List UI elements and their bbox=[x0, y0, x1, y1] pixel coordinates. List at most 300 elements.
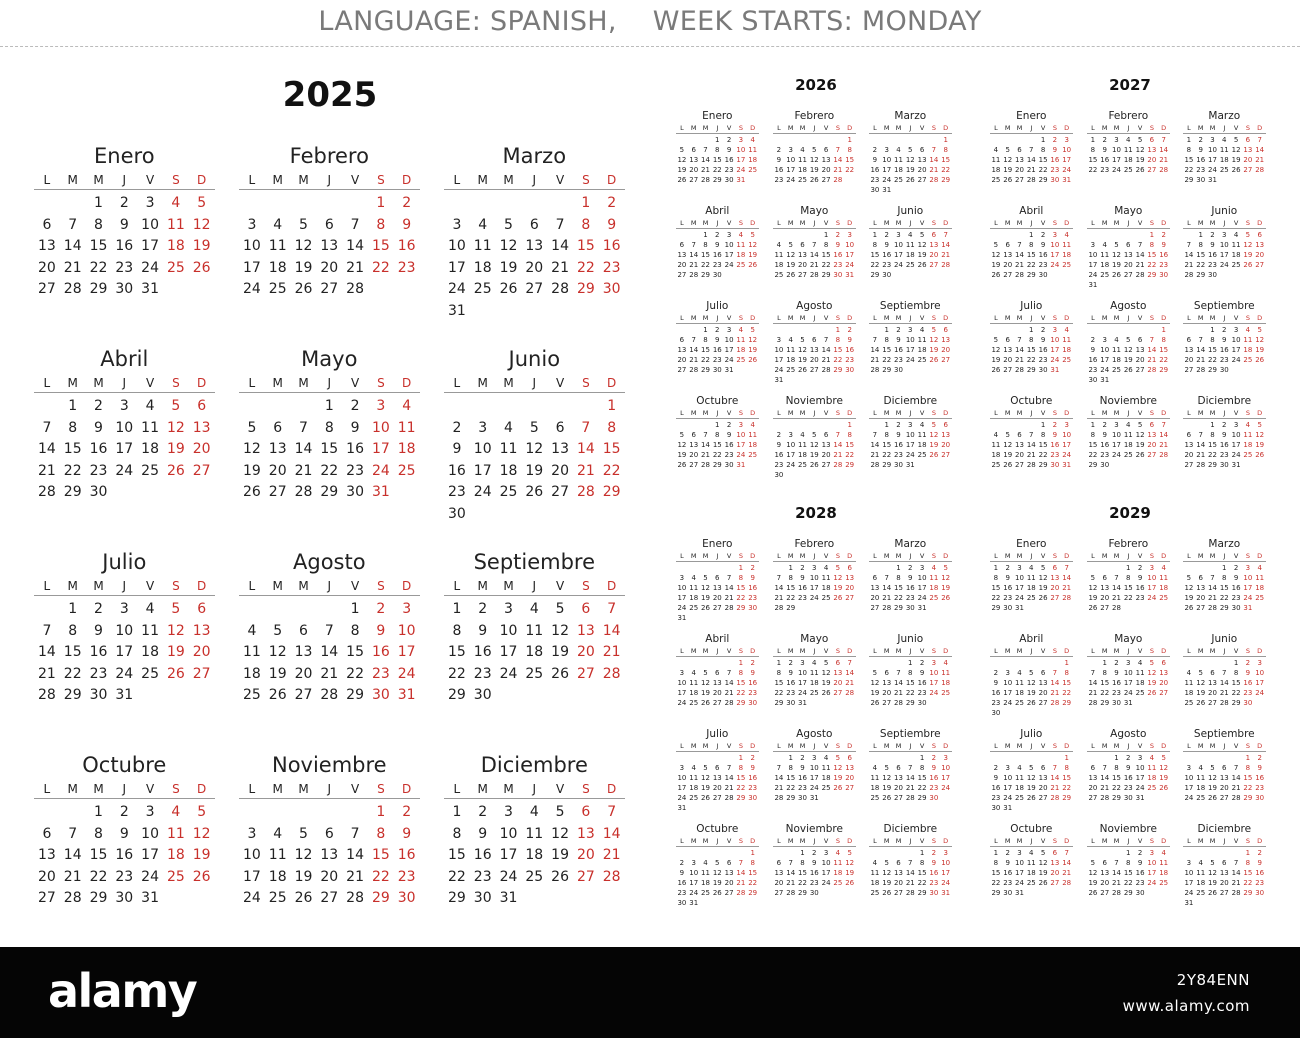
weekday-label: S bbox=[1149, 742, 1154, 750]
weekday-header bbox=[676, 314, 759, 324]
day-cell: 5 bbox=[788, 241, 793, 249]
day-cell: 17 bbox=[1062, 156, 1072, 164]
weekday-label: S bbox=[1052, 409, 1057, 417]
weekday-label: M bbox=[883, 837, 890, 845]
day-cell: 9 bbox=[715, 241, 720, 249]
day-cell: 5 bbox=[847, 849, 852, 857]
empty-cell bbox=[1218, 898, 1230, 908]
empty-cell bbox=[496, 685, 522, 707]
empty-cell bbox=[773, 848, 785, 858]
day-cell: 11 bbox=[701, 869, 710, 877]
day-cell: 20 bbox=[1147, 441, 1157, 449]
weekday-label: V bbox=[726, 314, 732, 322]
weekday-label: S bbox=[1052, 552, 1057, 560]
day-cell: 20 bbox=[1135, 356, 1145, 364]
week-row bbox=[990, 848, 1073, 858]
day-cell: 10 bbox=[845, 241, 855, 249]
empty-cell bbox=[723, 803, 735, 813]
week-row bbox=[1183, 603, 1266, 613]
week-row bbox=[773, 878, 856, 888]
weekday-label: S bbox=[172, 173, 180, 187]
day-cell: 9 bbox=[776, 441, 782, 449]
day-cell: 15 bbox=[1208, 346, 1217, 354]
day-cell: 26 bbox=[1159, 784, 1169, 792]
month-name: Marzo bbox=[1208, 538, 1241, 550]
day-cell: 4 bbox=[931, 564, 937, 572]
day-cell: 26 bbox=[1255, 451, 1265, 459]
day-cell: 21 bbox=[929, 166, 939, 174]
weekday-label: D bbox=[1257, 552, 1263, 560]
day-cell: 1 bbox=[1126, 849, 1131, 857]
day-cell: 2 bbox=[812, 849, 817, 857]
weekday-label: S bbox=[1149, 552, 1154, 560]
day-cell: 15 bbox=[894, 584, 903, 592]
week-row bbox=[1183, 783, 1266, 793]
day-cell: 9 bbox=[726, 146, 732, 154]
day-cell: 30 bbox=[748, 699, 758, 707]
day-cell: 15 bbox=[821, 251, 831, 259]
week-row bbox=[676, 165, 759, 175]
week-row bbox=[1183, 583, 1266, 593]
empty-cell bbox=[904, 753, 916, 763]
day-cell: 14 bbox=[1135, 251, 1145, 259]
week-row bbox=[676, 698, 759, 708]
weekday-label: S bbox=[931, 837, 936, 845]
day-cell: 25 bbox=[1112, 366, 1121, 374]
day-cell: 3 bbox=[679, 764, 685, 772]
day-cell: 26 bbox=[1123, 366, 1133, 374]
empty-cell bbox=[1087, 658, 1099, 668]
day-cell: 30 bbox=[809, 889, 819, 897]
day-cell: 15 bbox=[941, 156, 951, 164]
day-cell: 4 bbox=[1222, 136, 1227, 144]
weekday-label: L bbox=[777, 552, 781, 560]
day-cell: 8 bbox=[1186, 146, 1192, 154]
day-cell: 15 bbox=[447, 847, 466, 863]
week-row bbox=[676, 430, 759, 440]
day-cell: 6 bbox=[872, 574, 878, 582]
month-2025-11 bbox=[239, 750, 420, 910]
day-cell: 17 bbox=[809, 584, 819, 592]
day-cell: 21 bbox=[724, 594, 734, 602]
day-cell: 7 bbox=[931, 146, 937, 154]
month-2028-11 bbox=[773, 822, 856, 898]
day-cell: 24 bbox=[1208, 166, 1217, 174]
day-cell: 17 bbox=[1135, 774, 1145, 782]
week-row bbox=[676, 135, 759, 145]
day-cell: 30 bbox=[786, 699, 796, 707]
weekday-header bbox=[676, 742, 759, 752]
day-cell: 26 bbox=[786, 271, 796, 279]
weekday-label: L bbox=[873, 219, 877, 227]
month-name: Marzo bbox=[894, 538, 927, 550]
day-cell: 5 bbox=[679, 431, 685, 439]
week-row bbox=[1087, 753, 1170, 763]
day-cell: 16 bbox=[1196, 156, 1206, 164]
day-cell: 19 bbox=[1088, 594, 1098, 602]
day-cell: 30 bbox=[845, 366, 855, 374]
day-cell: 26 bbox=[701, 794, 710, 802]
site-url[interactable]: www.alamy.com bbox=[1122, 997, 1250, 1015]
empty-cell bbox=[820, 325, 832, 335]
day-cell: 16 bbox=[845, 346, 855, 354]
empty-cell bbox=[735, 803, 747, 813]
day-cell: 27 bbox=[1196, 604, 1206, 612]
empty-cell bbox=[1002, 753, 1014, 763]
weekday-label: D bbox=[943, 552, 949, 560]
day-cell: 26 bbox=[677, 461, 687, 469]
brand-logo[interactable]: alamy bbox=[48, 964, 197, 1018]
day-cell: 11 bbox=[1062, 336, 1072, 344]
day-cell: 24 bbox=[1135, 784, 1145, 792]
day-cell: 5 bbox=[919, 231, 925, 239]
day-cell: 17 bbox=[141, 238, 159, 254]
day-cell: 20 bbox=[1243, 156, 1253, 164]
month-2029-10 bbox=[990, 822, 1073, 898]
day-cell: 11 bbox=[1100, 251, 1110, 259]
day-cell: 15 bbox=[63, 441, 82, 457]
weekday-label: J bbox=[1030, 552, 1033, 560]
day-cell: 13 bbox=[917, 156, 927, 164]
day-cell: 22 bbox=[882, 451, 892, 459]
weekday-label: D bbox=[1064, 742, 1070, 750]
day-cell: 26 bbox=[833, 594, 843, 602]
day-cell: 19 bbox=[1255, 441, 1265, 449]
day-cell: 11 bbox=[1015, 774, 1024, 782]
day-cell: 13 bbox=[320, 847, 339, 863]
day-cell: 15 bbox=[1026, 346, 1036, 354]
day-cell: 1 bbox=[993, 564, 999, 572]
day-cell: 17 bbox=[1231, 346, 1241, 354]
day-cell: 20 bbox=[1184, 451, 1194, 459]
empty-cell bbox=[1242, 460, 1254, 470]
weekday-label: J bbox=[813, 314, 816, 322]
month-name: Septiembre bbox=[879, 300, 941, 312]
empty-cell bbox=[496, 193, 522, 215]
day-cell: 27 bbox=[894, 889, 903, 897]
day-cell: 19 bbox=[1026, 784, 1036, 792]
day-cell: 5 bbox=[703, 669, 708, 677]
weekday-label: D bbox=[1161, 837, 1167, 845]
day-cell: 7 bbox=[607, 804, 617, 820]
day-cell: 19 bbox=[1231, 156, 1241, 164]
day-cell: 28 bbox=[602, 665, 621, 682]
week-row bbox=[869, 185, 952, 195]
empty-cell bbox=[60, 193, 86, 215]
day-cell: 2 bbox=[376, 601, 386, 617]
day-cell: 26 bbox=[905, 176, 915, 184]
day-cell: 4 bbox=[529, 804, 539, 820]
day-cell: 15 bbox=[1038, 441, 1048, 449]
day-cell: 9 bbox=[896, 336, 901, 344]
day-cell: 12 bbox=[701, 584, 710, 592]
day-cell: 25 bbox=[1196, 794, 1206, 802]
day-cell: 13 bbox=[1003, 346, 1013, 354]
weekday-header bbox=[869, 314, 952, 324]
day-cell: 1 bbox=[788, 754, 793, 762]
day-cell: 7 bbox=[1017, 336, 1022, 344]
day-cell: 25 bbox=[525, 665, 544, 682]
week-row bbox=[1183, 573, 1266, 583]
day-cell: 16 bbox=[1123, 774, 1133, 782]
day-cell: 28 bbox=[1159, 451, 1169, 459]
day-cell: 11 bbox=[821, 574, 831, 582]
weekday-label: M bbox=[1209, 552, 1216, 560]
empty-cell bbox=[1061, 365, 1073, 375]
week-row bbox=[1183, 868, 1266, 878]
week-row bbox=[34, 215, 215, 237]
day-cell: 9 bbox=[896, 431, 901, 439]
day-cell: 14 bbox=[1062, 574, 1072, 582]
day-cell: 5 bbox=[823, 659, 829, 667]
day-cell: 29 bbox=[1243, 794, 1253, 802]
weekday-label: V bbox=[1137, 647, 1143, 655]
day-cell: 4 bbox=[788, 336, 793, 344]
week-row bbox=[239, 824, 420, 846]
day-cell: 9 bbox=[908, 574, 913, 582]
day-cell: 27 bbox=[712, 604, 722, 612]
day-cell: 5 bbox=[750, 326, 755, 334]
week-row bbox=[1087, 698, 1170, 708]
day-cell: 30 bbox=[1123, 794, 1133, 802]
empty-cell bbox=[1087, 563, 1099, 573]
weekday-label: J bbox=[909, 837, 912, 845]
day-cell: 30 bbox=[724, 461, 734, 469]
day-cell: 22 bbox=[821, 261, 831, 269]
day-cell: 4 bbox=[1029, 564, 1034, 572]
day-cell: 23 bbox=[89, 462, 108, 479]
day-cell: 2 bbox=[402, 195, 412, 211]
weekday-header bbox=[676, 409, 759, 419]
day-cell: 29 bbox=[701, 271, 710, 279]
empty-cell bbox=[1158, 888, 1170, 898]
month-name: Enero bbox=[702, 538, 733, 550]
day-cell: 14 bbox=[905, 774, 915, 782]
day-cell: 7 bbox=[1064, 564, 1069, 572]
empty-cell bbox=[832, 603, 844, 613]
empty-cell bbox=[747, 365, 759, 375]
empty-cell bbox=[990, 420, 1002, 430]
weekday-label: J bbox=[813, 837, 816, 845]
empty-cell bbox=[573, 888, 599, 910]
week-row bbox=[1087, 763, 1170, 773]
day-cell: 18 bbox=[774, 261, 784, 269]
day-cell: 27 bbox=[689, 176, 699, 184]
empty-cell bbox=[797, 375, 809, 385]
weekday-label: M bbox=[895, 314, 902, 322]
day-cell: 4 bbox=[776, 241, 782, 249]
weekday-label: S bbox=[931, 219, 936, 227]
week-row bbox=[34, 664, 215, 686]
week-row bbox=[1183, 355, 1266, 365]
day-cell: 3 bbox=[823, 849, 829, 857]
day-cell: 25 bbox=[798, 176, 807, 184]
week-row bbox=[239, 642, 420, 664]
day-cell: 30 bbox=[89, 687, 108, 703]
day-cell: 10 bbox=[894, 241, 903, 249]
day-cell: 1 bbox=[1114, 754, 1119, 762]
empty-cell bbox=[869, 753, 881, 763]
day-cell: 20 bbox=[320, 868, 339, 885]
day-cell: 9 bbox=[94, 419, 103, 436]
empty-cell bbox=[1134, 280, 1146, 290]
week-row bbox=[239, 802, 420, 824]
weekday-label: L bbox=[1187, 742, 1191, 750]
day-cell: 22 bbox=[991, 594, 1001, 602]
day-cell: 1 bbox=[872, 231, 878, 239]
weekday-label: S bbox=[931, 409, 936, 417]
week-row bbox=[34, 867, 215, 889]
weekday-label: J bbox=[909, 314, 912, 322]
day-cell: 26 bbox=[1208, 794, 1217, 802]
week-row bbox=[444, 439, 625, 461]
weekday-label: M bbox=[690, 552, 697, 560]
day-cell: 7 bbox=[42, 419, 52, 436]
week-row bbox=[1183, 270, 1266, 280]
day-cell: 14 bbox=[294, 441, 313, 457]
day-cell: 22 bbox=[1196, 261, 1206, 269]
day-cell: 11 bbox=[833, 859, 843, 867]
day-cell: 7 bbox=[726, 669, 732, 677]
week-row bbox=[1087, 230, 1170, 240]
day-cell: 14 bbox=[1088, 679, 1098, 687]
day-cell: 3 bbox=[691, 859, 696, 867]
week-row bbox=[869, 155, 952, 165]
weekday-label: D bbox=[1161, 219, 1167, 227]
day-cell: 21 bbox=[320, 665, 339, 682]
day-cell: 23 bbox=[724, 166, 734, 174]
day-cell: 20 bbox=[870, 594, 880, 602]
day-cell: 21 bbox=[774, 784, 784, 792]
month-name: Diciembre bbox=[480, 753, 588, 777]
day-cell: 4 bbox=[800, 431, 805, 439]
day-cell: 13 bbox=[1050, 859, 1060, 867]
day-cell: 29 bbox=[821, 271, 831, 279]
empty-cell bbox=[700, 898, 712, 908]
day-cell: 16 bbox=[712, 346, 722, 354]
day-cell: 12 bbox=[905, 156, 915, 164]
day-cell: 3 bbox=[376, 398, 386, 414]
day-cell: 5 bbox=[835, 754, 841, 762]
weekday-label: V bbox=[1040, 409, 1046, 417]
day-cell: 7 bbox=[812, 241, 817, 249]
day-cell: 24 bbox=[1243, 594, 1253, 602]
day-cell: 6 bbox=[324, 825, 334, 842]
day-cell: 26 bbox=[1208, 889, 1217, 897]
empty-cell bbox=[1218, 753, 1230, 763]
day-cell: 22 bbox=[1219, 594, 1229, 602]
week-row bbox=[239, 439, 420, 461]
day-cell: 16 bbox=[991, 784, 1001, 792]
day-cell: 29 bbox=[63, 687, 82, 703]
day-cell: 24 bbox=[1112, 166, 1121, 174]
day-cell: 22 bbox=[1112, 784, 1121, 792]
day-cell: 24 bbox=[786, 461, 796, 469]
day-cell: 14 bbox=[809, 251, 819, 259]
day-cell: 10 bbox=[917, 574, 927, 582]
day-cell: 14 bbox=[845, 669, 855, 677]
month-name: Mayo bbox=[1114, 205, 1143, 217]
day-cell: 27 bbox=[894, 794, 903, 802]
week-row bbox=[1087, 280, 1170, 290]
day-cell: 22 bbox=[63, 462, 82, 479]
day-cell: 30 bbox=[748, 604, 758, 612]
day-cell: 28 bbox=[905, 889, 915, 897]
day-cell: 14 bbox=[905, 869, 915, 877]
weekday-label: S bbox=[1245, 837, 1250, 845]
day-cell: 10 bbox=[786, 156, 796, 164]
day-cell: 15 bbox=[905, 679, 915, 687]
day-cell: 29 bbox=[576, 281, 595, 297]
weekday-label: M bbox=[895, 124, 902, 132]
weekday-label: J bbox=[1223, 552, 1226, 560]
weekday-label: L bbox=[680, 219, 684, 227]
empty-cell bbox=[1014, 803, 1026, 813]
day-cell: 18 bbox=[894, 166, 903, 174]
week-row bbox=[676, 355, 759, 365]
day-cell: 4 bbox=[1149, 754, 1155, 762]
day-cell: 28 bbox=[1088, 699, 1098, 707]
week-row bbox=[676, 898, 759, 908]
empty-cell bbox=[1002, 658, 1014, 668]
day-cell: 23 bbox=[774, 176, 784, 184]
day-cell: 8 bbox=[800, 859, 805, 867]
day-cell: 6 bbox=[1161, 659, 1166, 667]
empty-cell bbox=[785, 470, 797, 480]
month-name: Diciembre bbox=[883, 823, 938, 835]
month-2025-7 bbox=[34, 547, 215, 707]
weekday-label: L bbox=[248, 376, 256, 390]
week-row bbox=[990, 250, 1073, 260]
day-cell: 10 bbox=[677, 679, 687, 687]
day-cell: 25 bbox=[748, 451, 758, 459]
week-row bbox=[444, 215, 625, 237]
day-cell: 14 bbox=[551, 238, 569, 254]
day-cell: 22 bbox=[1123, 594, 1133, 602]
day-cell: 18 bbox=[701, 879, 710, 887]
day-cell: 7 bbox=[776, 764, 782, 772]
day-cell: 1 bbox=[1029, 231, 1034, 239]
empty-cell bbox=[916, 270, 928, 280]
day-cell: 12 bbox=[917, 241, 927, 249]
weekday-label: L bbox=[453, 782, 461, 796]
day-cell: 28 bbox=[724, 794, 734, 802]
weekday-label: V bbox=[919, 314, 925, 322]
day-cell: 14 bbox=[689, 251, 699, 259]
week-row bbox=[990, 420, 1073, 430]
empty-cell bbox=[34, 599, 60, 621]
day-cell: 9 bbox=[452, 441, 462, 457]
empty-cell bbox=[189, 279, 215, 301]
day-cell: 4 bbox=[919, 326, 925, 334]
day-cell: 4 bbox=[1126, 421, 1131, 429]
day-cell: 5 bbox=[273, 622, 283, 639]
day-cell: 19 bbox=[748, 346, 758, 354]
day-cell: 6 bbox=[1222, 764, 1227, 772]
day-cell: 12 bbox=[1088, 584, 1098, 592]
day-cell: 1 bbox=[324, 398, 334, 414]
week-row bbox=[990, 783, 1073, 793]
week-row bbox=[773, 688, 856, 698]
empty-cell bbox=[470, 396, 496, 418]
day-cell: 19 bbox=[882, 879, 892, 887]
day-cell: 29 bbox=[1196, 271, 1206, 279]
day-cell: 7 bbox=[607, 601, 617, 617]
weekday-label: S bbox=[1149, 647, 1154, 655]
weekday-label: D bbox=[1161, 124, 1167, 132]
day-cell: 1 bbox=[715, 136, 720, 144]
day-cell: 6 bbox=[1198, 574, 1203, 582]
